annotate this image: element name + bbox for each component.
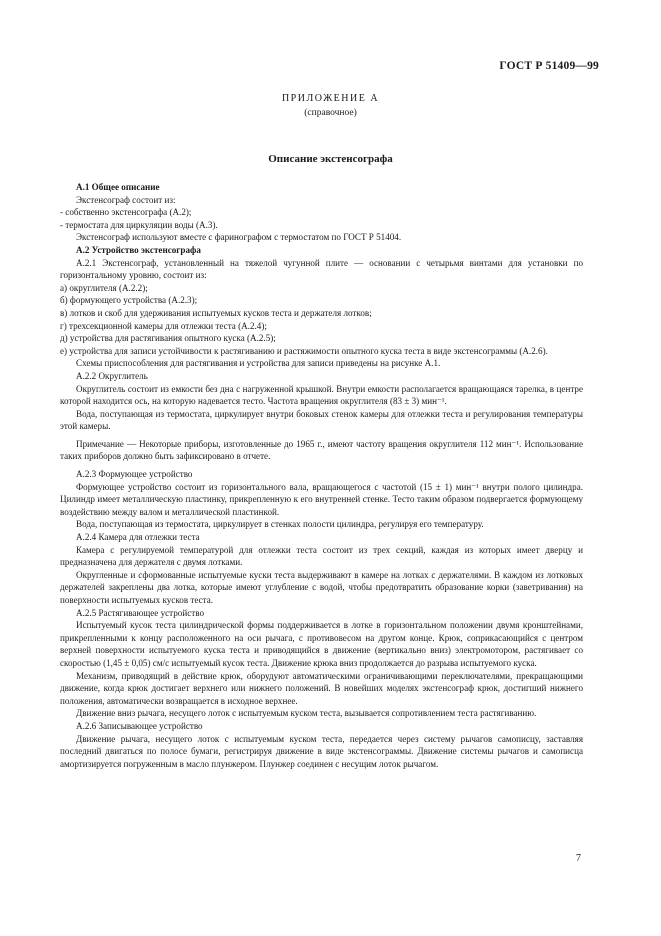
paragraph: Формующее устройство состоит из горизонтального вала, вращающегося с частотой (15 ± 1) мин⁻¹ внутри полого цилиндра. Цилиндр имеет металлическую пластинку, прикрепленную к его внутренней стенке. Тесто таким образом подвергается формующему воздействию между валом и металлической пластинкой. — [60, 481, 583, 517]
paragraph: Движение вниз рычага, несущего лоток с испытуемым куском теста, вызывается сопротивлением теста растягиванию. — [76, 708, 537, 719]
annex-subtitle: (справочное) — [304, 108, 357, 118]
document-body — [60, 181, 583, 770]
list-item: г) трехсекционной камеры для отлежки теста (А.2.4); — [60, 320, 267, 331]
subsection-heading: А.2.2 Округлитель — [76, 370, 148, 381]
paragraph: Испытуемый кусок теста цилиндрической формы поддерживается в лотке в горизонтальном положении двумя кронштейнами, прикрепленными к концу расположенного на оси рычага, с противовесом на другом конце. Крюк, соприкасающийся с центром верхней поверхности испытуемого куска теста и приводящийся в движение (вертикально вниз) электромотором, растягивает со скоростью (1,45 ± 0,05) см/с испытуемый кусок теста. Движение крюка вниз продолжается до разрыва испытуемого куска. — [60, 620, 583, 668]
list-item: б) формующего устройства (А.2.3); — [60, 295, 198, 306]
paragraph: Вода, поступающая из термостата, циркулирует внутри боковых стенок камеры для отлежки теста и регулирования температуры этой камеры. — [60, 408, 583, 432]
paragraph: Вода, поступающая из термостата, циркулирует в стенках полости цилиндра, регулируя его температуру. — [76, 519, 484, 530]
note: Примечание — Некоторые приборы, изготовленные до 1965 г., имеют частоту вращения округлителя 112 мин⁻¹. Использование таких приборов должно быть зафиксировано в отчете. — [60, 438, 583, 462]
paragraph: Камера с регулируемой температурой для отлежки теста состоит из трех секций, каждая из которых имеет дверцу и предназначена для держателя с двумя лотками. — [60, 544, 583, 568]
paragraph: Округленные и сформованные испытуемые куски теста выдерживают в камере на лотках с держателями. В каждом из лотковых держателей закреплены два лотка, которые имеют углубление с водой, чтобы предотвратить образование корки (заветривания) на поверхности испытуемых кусков теста. — [60, 569, 583, 605]
subsection-heading: А.2.3 Формующее устройство — [76, 469, 193, 480]
section-heading: А.2 Устройство экстенсографа — [76, 244, 201, 255]
page-number: 7 — [576, 853, 581, 864]
list-item: д) устройства для растягивания опытного куска (А.2.5); — [60, 333, 276, 344]
subsection-heading: А.2.6 Записывающее устройство — [76, 720, 203, 731]
list-item: е) устройства для записи устойчивости к растягиванию и растяжимости опытного куска теста в виде экстенсограммы (А.2.6). — [60, 345, 548, 356]
paragraph: Округлитель состоит из емкости без дна с нагруженной крышкой. Внутри емкости располагается вращающаяся тарелка, в центре которой находится ось, на которую надевается тесто. Частота вращения округлителя (83 ± 3) мин⁻¹. — [60, 383, 583, 407]
list-item: - собственно экстенсографа (А.2); — [60, 207, 192, 218]
subsection-heading: А.2.4 Камера для отлежки теста — [76, 532, 200, 543]
paragraph: Экстенсограф используют вместе с фаринографом с термостатом по ГОСТ Р 51404. — [76, 232, 402, 243]
subsection-heading: А.2.5 Растягивающее устройство — [76, 607, 205, 618]
list-item: - термостата для циркуляции воды (А.3). — [60, 219, 218, 230]
list-item: а) округлителя (А.2.2); — [60, 282, 148, 293]
paragraph: Механизм, приводящий в действие крюк, оборудуют автоматическими ограничивающими переключателями, прекращающими движение, когда крюк достигает верхнего или нижнего положений. В новейших моделях экстенсограф крюк, достигший нижнего положения, автоматически возвращается в исходное верхнее. — [60, 670, 583, 706]
paragraph: Схемы приспособления для растягивания и устройства для записи приведены на рисунке А.1. — [76, 358, 441, 369]
standard-number: ГОСТ Р 51409—99 — [499, 60, 599, 72]
list-item: в) лотков и скоб для удерживания испытуемых кусков теста и держателя лотков; — [60, 307, 372, 318]
paragraph: А.2.1 Экстенсограф, установленный на тяжелой чугунной плите — основании с четырьмя винтами для установки по горизонтальному уровню, состоит из: — [60, 257, 583, 281]
paragraph: Экстенсограф состоит из: — [76, 194, 176, 205]
annex-title: ПРИЛОЖЕНИЕ А — [281, 93, 380, 104]
document-title: Описание экстенсографа — [268, 153, 393, 165]
paragraph: Движение рычага, несущего лоток с испытуемым куском теста, передается через систему рычагов самописцу, заставляя последний двигаться по полосе бумаги, регистрируя движение в виде экстенсограммы. Движение системы рычагов и самописца амортизируется погруженным в масло плунжером. Плунжер соединен с несущим лоток рычагом. — [60, 733, 583, 769]
section-heading: А.1 Общее описание — [76, 182, 160, 192]
